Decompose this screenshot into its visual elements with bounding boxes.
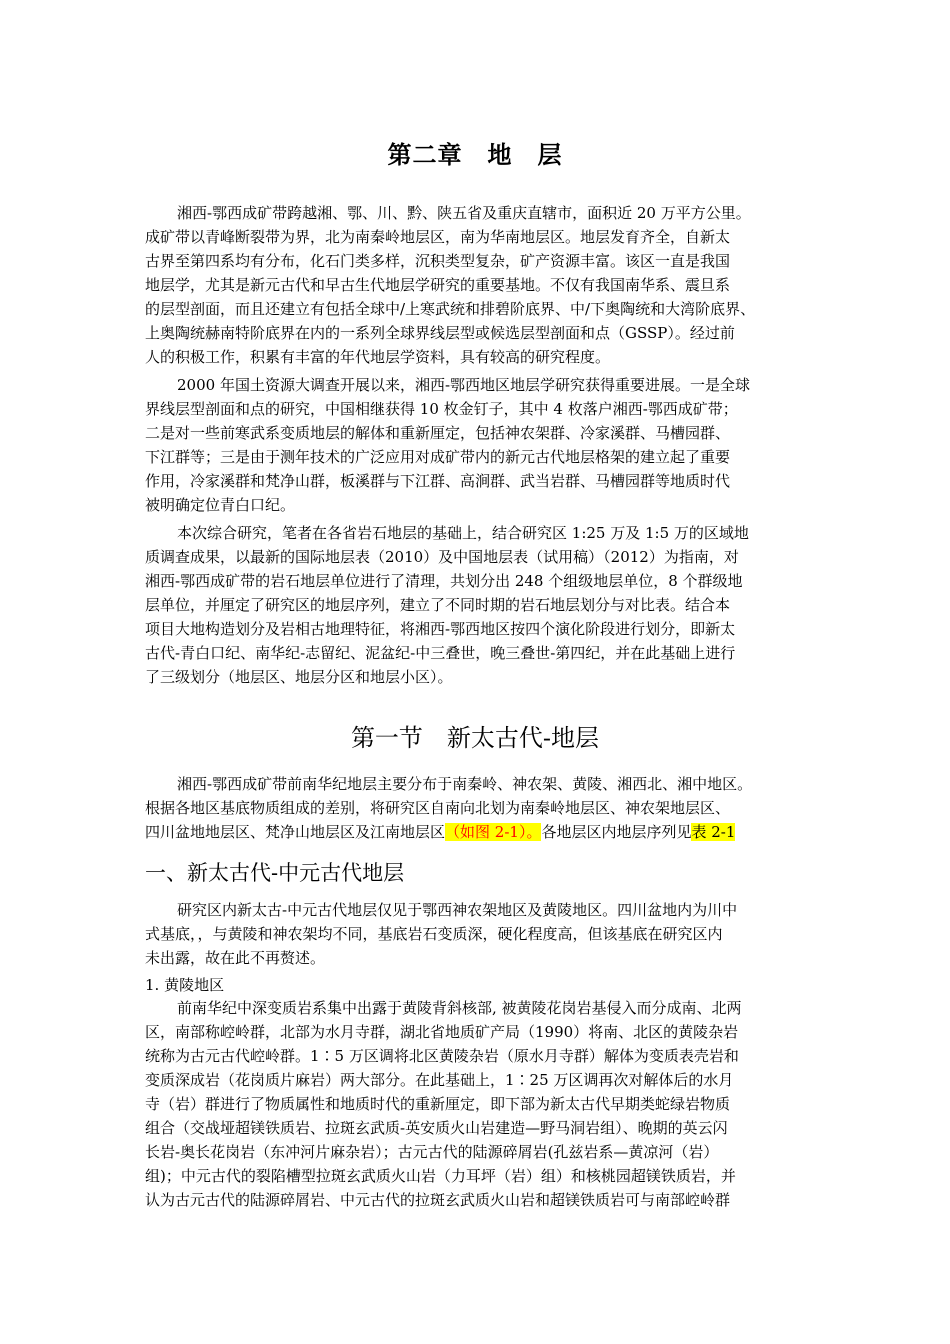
text-line: 未出露，故在此不再赘述。: [145, 949, 326, 967]
text-line: 地层学，尤其是新元古代和早古生代地层学研究的重要基地。不仅有我国南华系、震旦系: [145, 276, 731, 294]
text-line: 组)；中元古代的裂陷槽型拉斑玄武质火山岩（力耳坪（岩）组）和核桃园超镁铁质岩，并: [145, 1167, 736, 1185]
text-line: 本次综合研究，笔者在各省岩石地层的基础上，结合研究区 1:25 万及 1:5 万的区域地: [177, 524, 749, 542]
text-line: 上奥陶统赫南特阶底界在内的一系列全球界线层型或候选层型剖面和点（GSSP）。经过前: [145, 324, 735, 342]
text-line: 区，南部称崆岭群，北部为水月寺群，湖北省地质矿产局（1990）将南、北区的黄陵杂岩: [145, 1023, 739, 1041]
text-line: 长岩-奥长花岗岩（东冲河片麻杂岩）；古元古代的陆源碎屑岩(孔兹岩系—黄凉河（岩）: [145, 1143, 719, 1161]
text-line: 统称为古元古代崆岭群。1∶5 万区调将北区黄陵杂岩（原水月寺群）解体为变质表壳岩和: [145, 1047, 739, 1065]
text-line: 研究区内新太古-中元古代地层仅见于鄂西神农架地区及黄陵地区。四川盆地内为川中: [177, 901, 738, 919]
intro-paragraph-3: [145, 521, 805, 689]
text-line: 式基底，，与黄陵和神农架均不同，基底岩石变质深，硬化程度高，但该基底在研究区内: [145, 925, 723, 943]
text-line: 2000 年国土资源大调查开展以来，湘西-鄂西地区地层学研究获得重要进展。一是全球: [177, 376, 751, 394]
subsection-paragraph-2: [145, 996, 805, 1212]
text-line: 寺（岩）群进行了物质属性和地质时代的重新厘定，即下部为新太古代早期类蛇绿岩物质: [145, 1095, 731, 1113]
text-line: 的层型剖面，而且还建立有包括全球中/上寒武统和排碧阶底界、中/下奥陶统和大湾阶底界、: [145, 300, 756, 318]
text-line: 了三级划分（地层区、地层分区和地层小区）。: [145, 668, 453, 686]
subsection-heading: 一、新太古代-中元古代地层: [145, 861, 405, 885]
list-item-heading: 1. 黄陵地区: [145, 976, 225, 994]
section-title: 第一节 新太古代-地层: [350, 724, 600, 752]
intro-paragraph-2: [145, 373, 805, 517]
text-line: 湘西-鄂西成矿带跨越湘、鄂、川、黔、陕五省及重庆直辖市，面积近 20 万平方公里。: [177, 204, 751, 222]
text-line: 成矿带以青峰断裂带为界，北为南秦岭地层区，南为华南地层区。地层发育齐全，自新太: [145, 228, 731, 246]
text-segment: 四川盆地地层区、梵净山地层区及江南地层区: [145, 823, 446, 841]
text-line: 质调查成果，以最新的国际地层表（2010）及中国地层表（试用稿）（2012）为指南，对: [145, 548, 739, 566]
text-line: 前南华纪中深变质岩系集中出露于黄陵背斜核部, 被黄陵花岗岩基侵入而分成南、北两: [177, 999, 742, 1017]
text-line: 湘西-鄂西成矿带前南华纪地层主要分布于南秦岭、神农架、黄陵、湘西北、湘中地区。: [177, 775, 753, 793]
section-paragraph-1: [145, 772, 805, 844]
text-segment: 各地层区内地层序列见: [541, 823, 692, 841]
text-line: 湘西-鄂西成矿带的岩石地层单位进行了清理，共划分出 248 个组级地层单位，8 个群级地: [145, 572, 743, 590]
text-line: 界线层型剖面和点的研究，中国相继获得 10 枚金钉子，其中 4 枚落户湘西-鄂西成矿带；: [145, 400, 738, 418]
text-line: 认为古元古代的陆源碎屑岩、中元古代的拉斑玄武质火山岩和超镁铁质岩可与南部崆岭群: [145, 1191, 731, 1209]
text-line: 作用，冷家溪群和梵净山群，板溪群与下江群、高涧群、武当岩群、马槽园群等地质时代: [145, 472, 731, 490]
chapter-title: 第二章 地 层: [387, 140, 563, 169]
text-line: 古界至第四系均有分布，化石门类多样，沉积类型复杂，矿产资源丰富。该区一直是我国: [145, 252, 731, 270]
text-line: 下江群等；三是由于测年技术的广泛应用对成矿带内的新元古代地层格架的建立起了重要: [145, 448, 731, 466]
text-line-with-references: [145, 820, 805, 844]
text-line: 层单位，并厘定了研究区的地层序列，建立了不同时期的岩石地层划分与对比表。结合本: [145, 596, 731, 614]
table-reference-link[interactable]: 表 2-1: [691, 823, 736, 841]
text-line: 人的积极工作，积累有丰富的年代地层学资料，具有较高的研究程度。: [145, 348, 611, 366]
text-line: 二是对一些前寒武系变质地层的解体和重新厘定，包括神农架群、冷家溪群、马槽园群、: [145, 424, 731, 442]
text-line: 变质深成岩（花岗质片麻岩）两大部分。在此基础上，1∶25 万区调再次对解体后的水月: [145, 1071, 734, 1089]
text-line: 组合（交战垭超镁铁质岩、拉斑玄武质-英安质火山岩建造—野马洞岩组）、晚期的英云闪: [145, 1119, 728, 1137]
subsection-paragraph-1: [145, 898, 805, 970]
figure-reference-link[interactable]: （如图 2-1）。: [445, 823, 542, 841]
text-line: 项目大地构造划分及岩相古地理特征，将湘西-鄂西地区按四个演化阶段进行划分，即新太: [145, 620, 736, 638]
text-line: 古代-青白口纪、南华纪-志留纪、泥盆纪-中三叠世，晚三叠世-第四纪，并在此基础上进行: [145, 644, 736, 662]
intro-paragraph-1: [145, 201, 805, 369]
text-line: 根据各地区基底物质组成的差别，将研究区自南向北划为南秦岭地层区、神农架地层区、: [145, 799, 731, 817]
text-line: 被明确定位青白口纪。: [145, 496, 296, 514]
